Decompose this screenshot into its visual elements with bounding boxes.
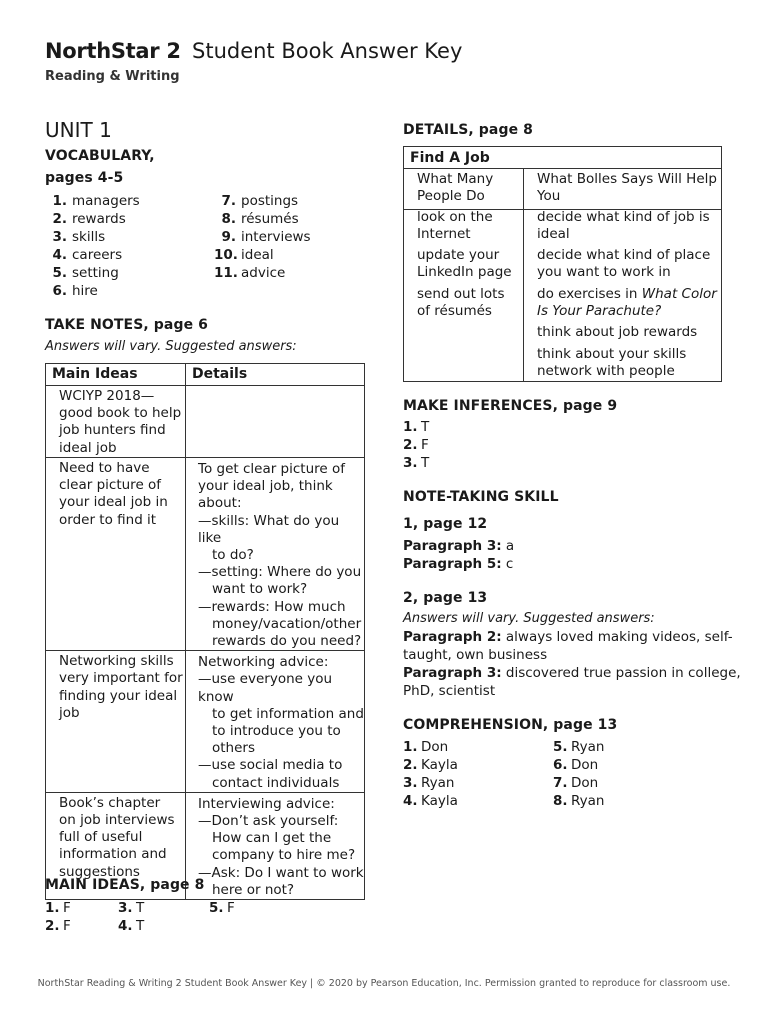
take-notes-heading: TAKE NOTES, page 6 [45, 317, 208, 333]
column-header-what-people-do: What Many People Do [417, 171, 494, 205]
list-item: look on the Internet [417, 209, 493, 243]
list-item: 7. postings [221, 193, 299, 209]
details-cell: Networking advice: —use everyone you know to get information and to introduce you to others —use social media to contact individuals [198, 654, 364, 791]
main-idea-cell: WCIYP 2018— good book to help job hunters find ideal job [59, 388, 182, 456]
list-item: 1. T [403, 419, 430, 435]
list-item: think about job rewards [537, 324, 698, 340]
details-cell: To get clear picture of your ideal job, think about: —skills: What do you like to do? —setting: Where do you want to work? —rewards: How much money/vacation/other rewards do you need? [198, 461, 362, 650]
document-title: Student Book Answer Key [192, 39, 463, 63]
main-idea-cell: Networking skills very important for finding your ideal job [59, 653, 183, 721]
column-header-main-ideas: Main Ideas [46, 364, 186, 386]
list-item: 5. Ryan [553, 739, 605, 755]
list-item: think about your skills network with people [537, 346, 687, 380]
list-item: send out lots of résumés [417, 286, 505, 320]
list-item: 4. T [118, 918, 145, 934]
list-item: 9. interviews [221, 229, 311, 245]
list-item: 10. ideal [214, 247, 274, 263]
list-item: 2. Kayla [403, 757, 458, 773]
brand-name: NorthStar 2 [45, 39, 181, 63]
list-item: 5. F [209, 900, 235, 916]
list-item: 8. Ryan [553, 793, 605, 809]
details-heading: DETAILS, page 8 [403, 122, 533, 138]
list-item: 3. skills [52, 229, 106, 245]
unit-heading: UNIT 1 [45, 118, 112, 142]
document-subtitle: Reading & Writing [45, 69, 180, 84]
list-item: 5. setting [52, 265, 119, 281]
list-item-continued: PhD, scientist [403, 683, 496, 699]
list-item: update your LinkedIn page [417, 247, 512, 281]
main-ideas-heading: MAIN IDEAS, page 8 [45, 877, 205, 893]
table-row [46, 651, 365, 793]
list-item: decide what kind of job is ideal [537, 209, 710, 243]
list-item: 11. advice [214, 265, 286, 281]
list-item: 4. careers [52, 247, 123, 263]
comprehension-heading: COMPREHENSION, page 13 [403, 717, 618, 733]
list-item: Paragraph 5: c [403, 556, 514, 572]
note-taking-heading: NOTE-TAKING SKILL [403, 489, 559, 505]
take-notes-note: Answers will vary. Suggested answers: [45, 339, 297, 354]
list-item: 2. F [403, 437, 429, 453]
list-item: 1. managers [52, 193, 140, 209]
list-item: Paragraph 2: always loved making videos, self- [403, 629, 733, 645]
main-idea-cell: Need to have clear picture of your ideal job in order to find it [59, 460, 168, 528]
take-notes-table [45, 363, 365, 900]
list-item: 2. F [45, 918, 71, 934]
note-taking-part2-note: Answers will vary. Suggested answers: [403, 611, 655, 626]
list-item: 3. T [403, 455, 430, 471]
table-row [46, 458, 365, 651]
table-row [46, 386, 365, 458]
list-item: 1. Don [403, 739, 449, 755]
list-item: Paragraph 3: a [403, 538, 515, 554]
details-cell: Interviewing advice: —Don’t ask yourself: How can I get the company to hire me? —Ask: Do I want to work here or not? [198, 795, 364, 898]
column-header-details: Details [186, 364, 365, 386]
list-item: Paragraph 3: discovered true passion in college, [403, 665, 741, 681]
footer-copyright: NorthStar Reading & Writing 2 Student Book Answer Key | © 2020 by Pearson Education, Inc. Permission granted to reproduce for classroom use. [37, 978, 731, 989]
list-item: 4. Kayla [403, 793, 458, 809]
find-a-job-table [403, 146, 722, 382]
note-taking-part1-heading: 1, page 12 [403, 516, 488, 532]
details-cell [186, 386, 364, 389]
make-inferences-heading: MAKE INFERENCES, page 9 [403, 398, 618, 414]
list-item: 3. Ryan [403, 775, 455, 791]
vocabulary-pages: pages 4-5 [45, 170, 124, 186]
note-taking-part2-heading: 2, page 13 [403, 590, 488, 606]
list-item: 6. Don [553, 757, 599, 773]
list-item: 1. F [45, 900, 71, 916]
list-item: 7. Don [553, 775, 599, 791]
list-item-continued: taught, own business [403, 647, 548, 663]
vocabulary-heading: VOCABULARY, [45, 148, 155, 164]
list-item: 8. résumés [221, 211, 299, 227]
main-idea-cell: Book’s chapter on job interviews full of useful information and suggestions [59, 794, 175, 880]
list-item: do exercises in What Color Is Your Parachute? [537, 286, 717, 320]
list-item: 2. rewards [52, 211, 126, 227]
list-item: 6. hire [52, 283, 98, 299]
find-a-job-title: Find A Job [410, 150, 490, 166]
list-item: 3. T [118, 900, 145, 916]
column-header-bolles-says: What Bolles Says Will Help You [537, 171, 717, 205]
list-item: decide what kind of place you want to work in [537, 247, 711, 281]
